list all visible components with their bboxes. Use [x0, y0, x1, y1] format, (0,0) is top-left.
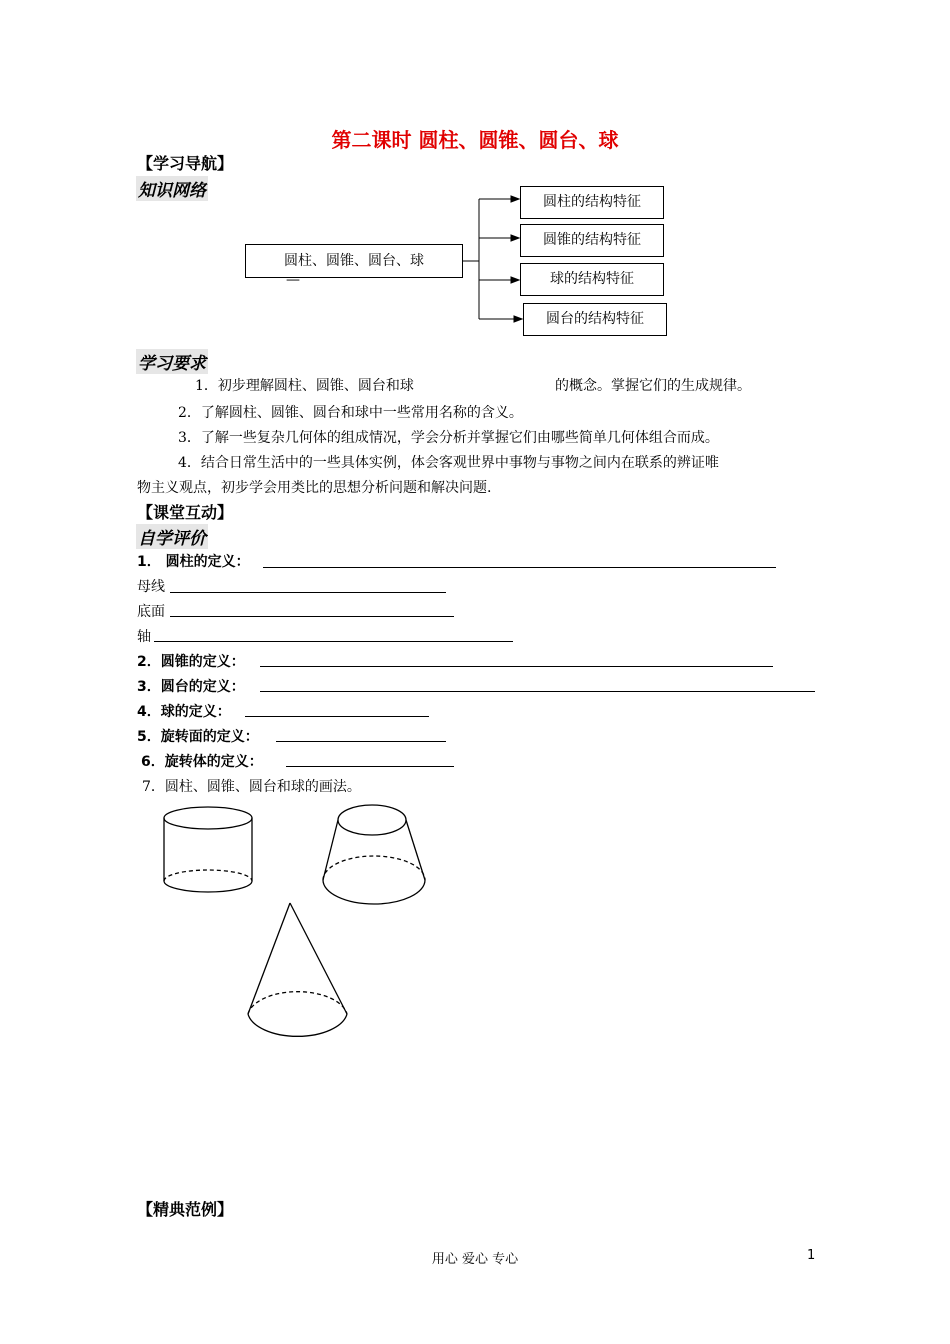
section-requirements: 学习要求 [136, 349, 208, 374]
network-child-cylinder: 圆柱的结构特征 [520, 186, 664, 219]
question-2: 2．圆锥的定义： [137, 654, 245, 670]
section-nav: 【学习导航】 [137, 154, 234, 173]
network-child-frustum: 圆台的结构特征 [523, 303, 667, 336]
question-6: 6．旋转体的定义： [141, 754, 263, 770]
network-child-sphere: 球的结构特征 [520, 263, 664, 296]
question-7: 7．圆柱、圆锥、圆台和球的画法。 [142, 779, 361, 795]
cone-figure [248, 903, 347, 1036]
network-root-box: 圆柱、圆锥、圆台、球 [245, 244, 463, 278]
page-number: 1 [807, 1248, 816, 1263]
network-child-cone: 圆锥的结构特征 [520, 224, 664, 257]
requirement-3: 3．了解一些复杂几何体的组成情况，学会分析并掌握它们由哪些简单几何体组合而成。 [178, 430, 719, 446]
question-5: 5．旋转面的定义： [137, 729, 259, 745]
question-1: 1． 圆柱的定义： [137, 554, 250, 570]
question-3: 3．圆台的定义： [137, 679, 245, 695]
section-knowledge-network: 知识网络 [136, 176, 208, 201]
section-examples: 【精典范例】 [137, 1200, 234, 1219]
question-1-base: 底面 [137, 604, 165, 620]
footer-motto: 用心 爱心 专心 [431, 1252, 519, 1267]
requirement-4a: 4．结合日常生活中的一些具体实例，体会客观世界中事物与事物之间内在联系的辨证唯 [178, 455, 719, 471]
page-title: 第二课时 圆柱、圆锥、圆台、球 [331, 128, 619, 152]
network-root-mark: — [286, 272, 300, 288]
question-1-axis: 轴 [137, 629, 151, 645]
section-classroom: 【课堂互动】 [137, 503, 234, 522]
section-self-eval: 自学评价 [136, 524, 208, 549]
question-4: 4．球的定义： [137, 704, 231, 720]
frustum-figure [323, 805, 425, 904]
question-1-generatrix: 母线 [137, 579, 165, 595]
cylinder-figure [164, 807, 252, 892]
requirement-1a: 1．初步理解圆柱、圆锥、圆台和球 [195, 378, 414, 394]
requirement-2: 2．了解圆柱、圆锥、圆台和球中一些常用名称的含义。 [178, 405, 523, 421]
requirement-1b: 的概念。掌握它们的生成规律。 [555, 378, 751, 394]
requirement-4b: 物主义观点，初步学会用类比的思想分析问题和解决问题. [137, 480, 492, 496]
